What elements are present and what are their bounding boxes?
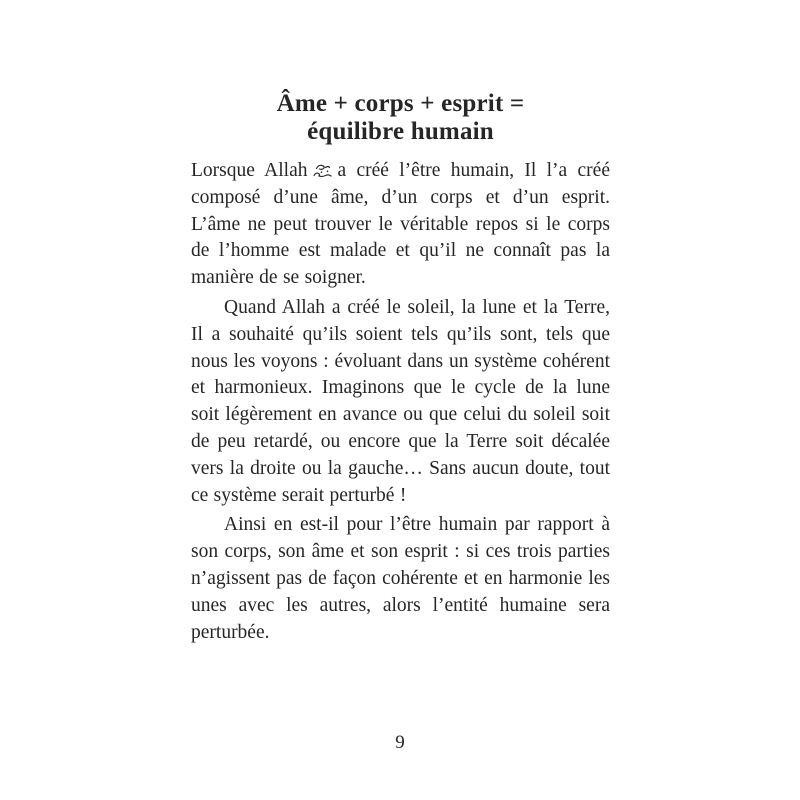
chapter-title (191, 90, 610, 146)
chapter-title-line-2: équilibre humain (307, 118, 494, 145)
paragraph-3: Ainsi en est-il pour l’être humain par rapport à son corps, son âme et son esprit : si ces trois parties n’agissent pas de façon cohérente et en harmonie les unes avec les autres, alors l’entité humaine sera perturbée. (191, 514, 610, 643)
chapter-title-line-1: Âme + corps + esprit = (276, 90, 525, 117)
paragraph-1-text-after-honorific: a créé l’être humain, Il l’a créé composé d’une âme, d’un corps et d’un esprit. L’âme ne peut trouver le véritable repos si le corps de l’homme est malade et qu’il ne connaît pas la manière de se soigner. (191, 160, 610, 289)
text-column (191, 90, 610, 646)
allah-honorific-icon (312, 163, 333, 179)
paragraph-1-text-before-honorific: Lorsque Allah (191, 160, 308, 181)
paragraph-2: Quand Allah a créé le soleil, la lune et la Terre, Il a souhaité qu’ils soient tels qu’ils sont, tels que nous les voyons : évoluant dans un système cohérent et harmonieux. Imaginons que le cycle de la lune soit légèrement en avance ou que celui du soleil soit de peu retardé, ou encore que la Terre soit décalée vers la droite ou la gauche… Sans aucun doute, tout ce système serait perturbé ! (191, 296, 610, 506)
paragraph-1 (191, 158, 610, 292)
page-number: 9 (395, 732, 405, 753)
